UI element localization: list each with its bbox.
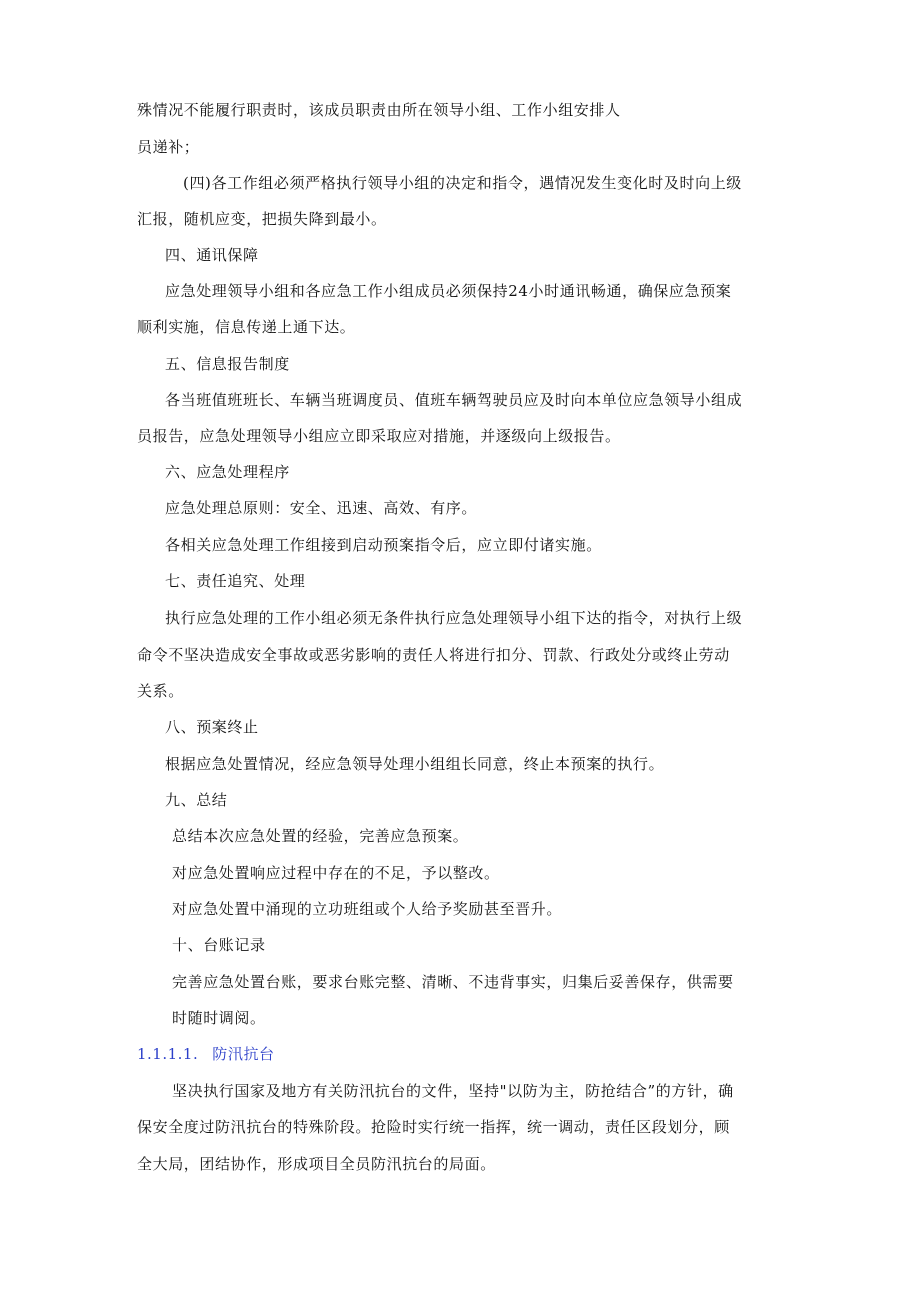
body-text-line: 殊情况不能履行职责时，该成员职责由所在领导小组、工作小组安排人: [137, 101, 621, 119]
section-heading: 四、通讯保障: [165, 246, 259, 264]
body-text-line: 汇报，随机应变，把损失降到最小。: [137, 210, 387, 228]
body-text-line: 时随时调阅。: [172, 1009, 266, 1027]
section-heading: 九、总结: [165, 791, 228, 809]
body-text-line: 各相关应急处理工作组接到启动预案指令后，应立即付诸实施。: [165, 536, 602, 554]
body-text-line: 关系。: [137, 682, 184, 700]
body-text-line: 执行应急处理的工作小组必须无条件执行应急处理领导小组下达的指令，对执行上级: [165, 609, 743, 627]
heading-number: 1.1.1.1.: [137, 1045, 199, 1063]
section-heading: 七、责任追究、处理: [165, 572, 306, 590]
body-text-line: 根据应急处置情况，经应急领导处理小组组长同意，终止本预案的执行。: [165, 755, 665, 773]
heading-title: 防汛抗台: [212, 1045, 275, 1063]
numbered-heading: [137, 1044, 275, 1064]
body-text-line: 坚决执行国家及地方有关防汛抗台的文件，坚持"以防为主，防抢结合”的方针，确: [172, 1082, 734, 1100]
body-text-line: 员报告，应急处理领导小组应立即采取应对措施，并逐级向上级报告。: [137, 427, 621, 445]
body-text-line: 对应急处置中涌现的立功班组或个人给予奖励甚至晋升。: [172, 900, 563, 918]
section-heading: 十、台账记录: [172, 936, 266, 954]
body-text-line: 对应急处置响应过程中存在的不足，予以整改。: [172, 864, 500, 882]
body-text-line: 命令不坚决造成安全事故或恶劣影响的责任人将进行扣分、罚款、行政处分或终止劳动: [137, 646, 730, 664]
body-text-line: 应急处理领导小组和各应急工作小组成员必须保持24小时通讯畅通，确保应急预案: [165, 282, 732, 300]
body-text-line: 应急处理总原则：安全、迅速、高效、有序。: [165, 499, 478, 517]
body-text-line: 顺利实施，信息传递上通下达。: [137, 318, 356, 336]
section-heading: 五、信息报告制度: [165, 355, 290, 373]
body-text-line: 完善应急处置台账，要求台账完整、清晰、不违背事实，归集后妥善保存，供需要: [172, 973, 734, 991]
body-text-line: 员递补；: [137, 138, 200, 156]
body-text-line: 各当班值班班长、车辆当班调度员、值班车辆驾驶员应及时向本单位应急领导小组成: [165, 391, 743, 409]
section-heading: 八、预案终止: [165, 718, 259, 736]
body-text-line: 保安全度过防汛抗台的特殊阶段。抢险时实行统一指挥，统一调动，责任区段划分，顾: [137, 1118, 730, 1136]
body-text-line: 总结本次应急处置的经验，完善应急预案。: [172, 827, 469, 845]
body-text-line: 全大局，团结协作，形成项目全员防汛抗台的局面。: [137, 1155, 496, 1173]
body-text-line: (四)各工作组必须严格执行领导小组的决定和指令，遇情况发生变化时及时向上级: [183, 174, 742, 192]
section-heading: 六、应急处理程序: [165, 463, 290, 481]
